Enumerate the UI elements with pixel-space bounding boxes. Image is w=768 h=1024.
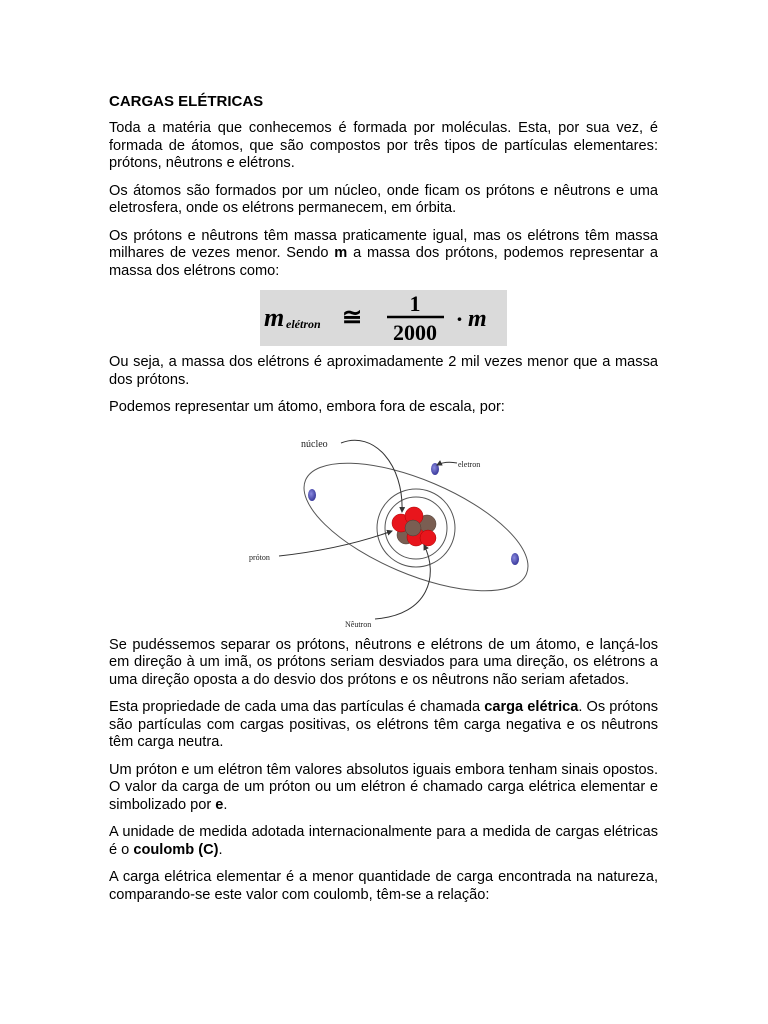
electron-mass-formula — [260, 290, 507, 346]
document-body — [109, 93, 658, 914]
proton-particle — [420, 530, 436, 546]
paragraph-mass-text-2: a massa dos prótons, podemos representar a massa dos elétrons como: — [109, 245, 658, 279]
atom-diagram — [109, 425, 658, 631]
paragraph-atom-intro: Podemos representar um átomo, embora fora de escala, por: — [109, 399, 505, 415]
symbol-e: e — [215, 796, 224, 813]
arrow-electron — [437, 462, 457, 465]
electron-particle — [308, 489, 316, 501]
formula-lhs-subscript: elétron — [286, 317, 321, 331]
paragraph-elementary-text-2: . — [223, 796, 228, 813]
formula-approx-sign: ≅ — [342, 302, 363, 331]
paragraph-elementary-charge — [109, 762, 658, 815]
paragraph-unit-text-1: A unidade de medida adotada internacionalmente para a medida de cargas elétricas é o — [109, 824, 658, 858]
paragraph-charge-text-1: Esta propriedade de cada uma das partículas é chamada — [109, 699, 485, 715]
paragraph-relation: A carga elétrica elementar é a menor quantidade de carga encontrada na natureza, comparando-se este valor com coulomb, têm-se a relação: — [109, 869, 658, 903]
formula-rhs-symbol: m — [468, 306, 487, 332]
paragraph-matter: Toda a matéria que conhecemos é formada por moléculas. Esta, por sua vez, é formada de átomos, que são compostos por três tipos de partículas elementares: prótons, nêutrons e elétrons. — [109, 120, 658, 171]
arrow-proton — [279, 531, 392, 556]
formula-denominator: 2000 — [393, 320, 437, 345]
arrow-nucleus — [341, 440, 402, 512]
paragraph-unit — [109, 824, 658, 859]
formula-multiply-dot: · — [456, 307, 463, 331]
label-neutron: Nêutron — [345, 619, 372, 629]
label-proton: próton — [249, 552, 270, 562]
paragraph-mass-comparison: Ou seja, a massa dos elétrons é aproximadamente 2 mil vezes menor que a massa dos prótons. — [109, 354, 658, 388]
paragraph-charge-property — [109, 699, 658, 752]
term-coulomb: coulomb (C) — [133, 841, 219, 858]
formula-graphic — [260, 290, 507, 346]
term-electric-charge: carga elétrica — [484, 699, 579, 715]
paragraph-unit-text-2: . — [218, 841, 223, 858]
paragraph-magnet: Se pudéssemos separar os prótons, nêutrons e elétrons de um átomo, e lançá-los em direção à um imã, os prótons seriam desviados para uma direção, os elétrons a uma direção oposta a do desvio dos prótons e os nêutrons não seriam afetados. — [109, 636, 658, 688]
nucleus — [392, 507, 436, 546]
mass-symbol: m — [334, 245, 348, 261]
paragraph-mass — [109, 228, 658, 281]
paragraph-mass-text-1: Os prótons e nêutrons têm massa praticamente igual, mas os elétrons têm massa milhares de vezes menor. Sendo — [109, 227, 658, 261]
formula-numerator: 1 — [409, 291, 421, 316]
atom-diagram-svg — [109, 425, 658, 631]
paragraph-elementary-text-1: Um próton e um elétron têm valores absolutos iguais embora tenham sinais opostos. O valor da carga de um próton ou um elétron é chamado carga elétrica elementar e simbolizado por — [109, 761, 658, 813]
formula-lhs-symbol: m — [264, 303, 285, 332]
label-nucleus: núcleo — [301, 438, 328, 450]
paragraph-atom-structure: Os átomos são formados por um núcleo, onde ficam os prótons e nêutrons e uma eletrosfera, onde os elétrons permanecem, em órbita. — [109, 182, 658, 216]
label-electron: eletron — [458, 459, 481, 469]
paragraph-charge-text-2: . Os prótons são partículas com cargas positivas, os elétrons têm carga negativa e os nêutrons têm carga neutra. — [109, 699, 658, 750]
neutron-particle — [405, 520, 421, 536]
electron-particle — [511, 553, 519, 565]
page-title: CARGAS ELÉTRICAS — [109, 93, 264, 110]
